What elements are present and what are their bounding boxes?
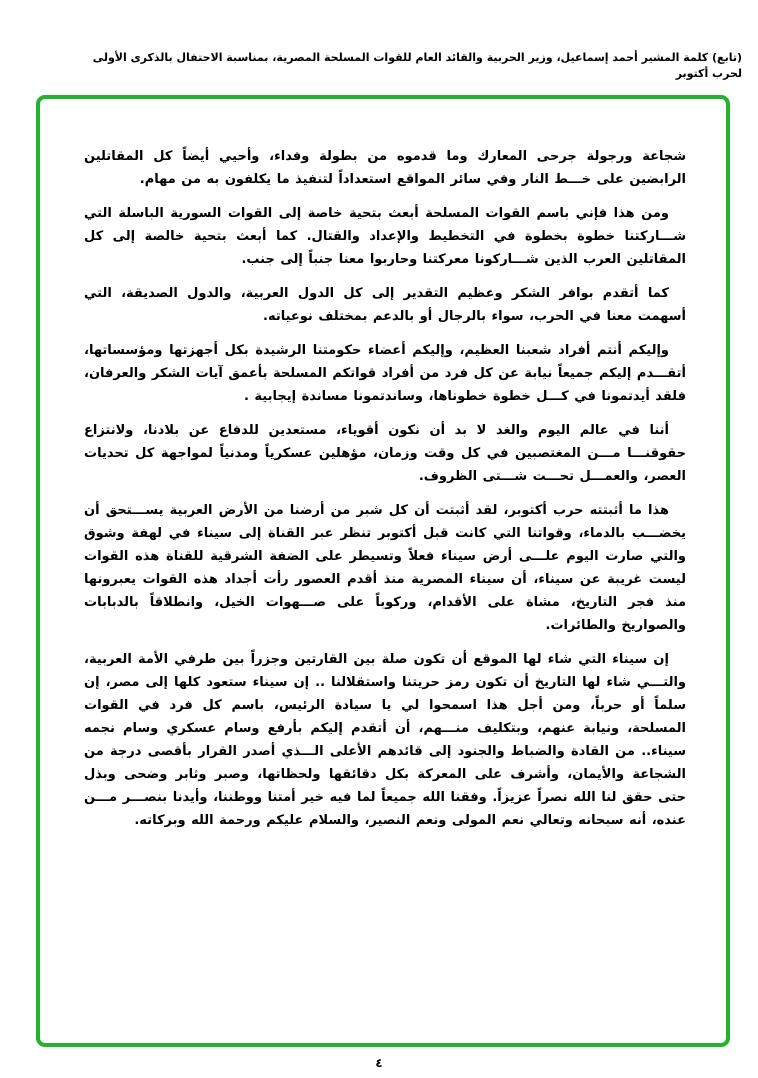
paragraph: وإليكم أنتم أفراد شعبنا العظيم، وإليكم أعضاء حكومتنا الرشيدة بكل أجهزتها ومؤسساتها، أتقـــدم إليكم جميعاً نيابة عن كل فرد من أفراد قواتكم المسلحة بأعمق آيات الشكر والعرفان، فلقد أيدتمونا في كـــل خطوة خطوناها، وساندتمونا مساندة إيجابية . <box>84 343 686 404</box>
green-border-frame <box>36 95 730 1047</box>
paragraph: هذا ما أثبتته حرب أكتوبر، لقد أثبتت أن كل شبر من أرضنا من الأرض العربية يســـتحق أن يخضـــب بالدماء، وقواتنا التي كانت قبل أكتوبر تنظر عبر القناة إلى سيناء في لهفة وشوق والتي صارت اليوم علـــى أرض سيناء فعلاً وتسيطر على الضفة الشرقية للقناة هذه القوات ليست غريبة عن سيناء، أن سيناء المصرية منذ أقدم العصور رأت أجداد هذه القوات يعبرونها منذ فجر التاريخ، مشاة على الأقدام، وركوباً على صـــهوات الخيل، وانطلاقاً بالدبابات والصواريخ والطائرات. <box>84 503 686 633</box>
paragraph: أننا في عالم اليوم والغد لا بد أن نكون أقوياء، مستعدين للدفاع عن بلادنا، ولانتزاع حقوقنـــا مـــن المغتصبين في كل وقت وزمان، مؤهلين عسكرياً ومدنياً لمواجهة كل تحديات العصر، والعمـــل تحـــت شـــتى الظروف. <box>84 423 686 484</box>
paragraph: ومن هذا فإني باسم القوات المسلحة أبعث بتحية خاصة إلى القوات السورية الباسلة التي شـــاركتنا خطوة بخطوة في التخطيط والإعداد والقتال. كما أبعث بتحية خالصة إلى كل المقاتلين العرب الذين شـــاركونا معركتنا وحاربوا معنا جنباً إلى جنب. <box>84 206 686 267</box>
document-header-title: (تابع) كلمة المشير أحمد إسماعيل، وزير الحربية والقائد العام للقوات المسلحة المصرية، بمناسبة الاحتفال بالذكرى الأولى لحرب أكتوبر <box>92 51 742 80</box>
paragraph: إن سيناء التي شاء لها الموقع أن تكون صلة بين القارتين وجزراً بين طرفي الأمة العربية، والتـــي شاء لها التاريخ أن تكون رمز حريتنا واستقلالنا .. إن سيناء ستعود كلها إلى مصر، إن سلماً أو حرباً، ومن أجل هذا اسمحوا لي يا سيادة الرئيس، باسم كل فرد في القوات المسلحة، ونيابة عنهم، وبتكليف منـــهم، أن أتقدم إليكم بأرفع وسام عسكري وسام نجمه سيناء.. من القادة والضباط والجنود إلى قائدهم الأعلى الـــذي أصدر القرار بأقصى درجة من الشجاعة والأيمان، وأشرف على المعركة بكل دقائقها ولحظاتها، وصبر وثابر وضحى وبذل حتى حقق لنا الله نصراً عزيزاً. وفقنا الله جميعاً لما فيه خير أمتنا ووطننا، وأيدنا بنصـــر مـــن عنده، أنه سبحانه وتعالي نعم المولى ونعم النصير، والسلام عليكم ورحمة الله وبركاته. <box>84 652 686 828</box>
paragraph: كما أتقدم بوافر الشكر وعظيم التقدير إلى كل الدول العربية، والدول الصديقة، التي أسهمت معنا في الحرب، سواء بالرجال أو بالدعم بمختلف نوعياته. <box>84 286 686 324</box>
paragraph: شجاعة ورجولة جرحى المعارك وما قدموه من بطولة وفداء، وأحيي أيضاً كل المقاتلين الرابضين على خـــط النار وفي سائر المواقع استعداداً لتنفيذ ما يكلفون به من مهام. <box>84 149 686 187</box>
page-number: ٤ <box>375 1056 383 1070</box>
document-body <box>40 99 726 832</box>
